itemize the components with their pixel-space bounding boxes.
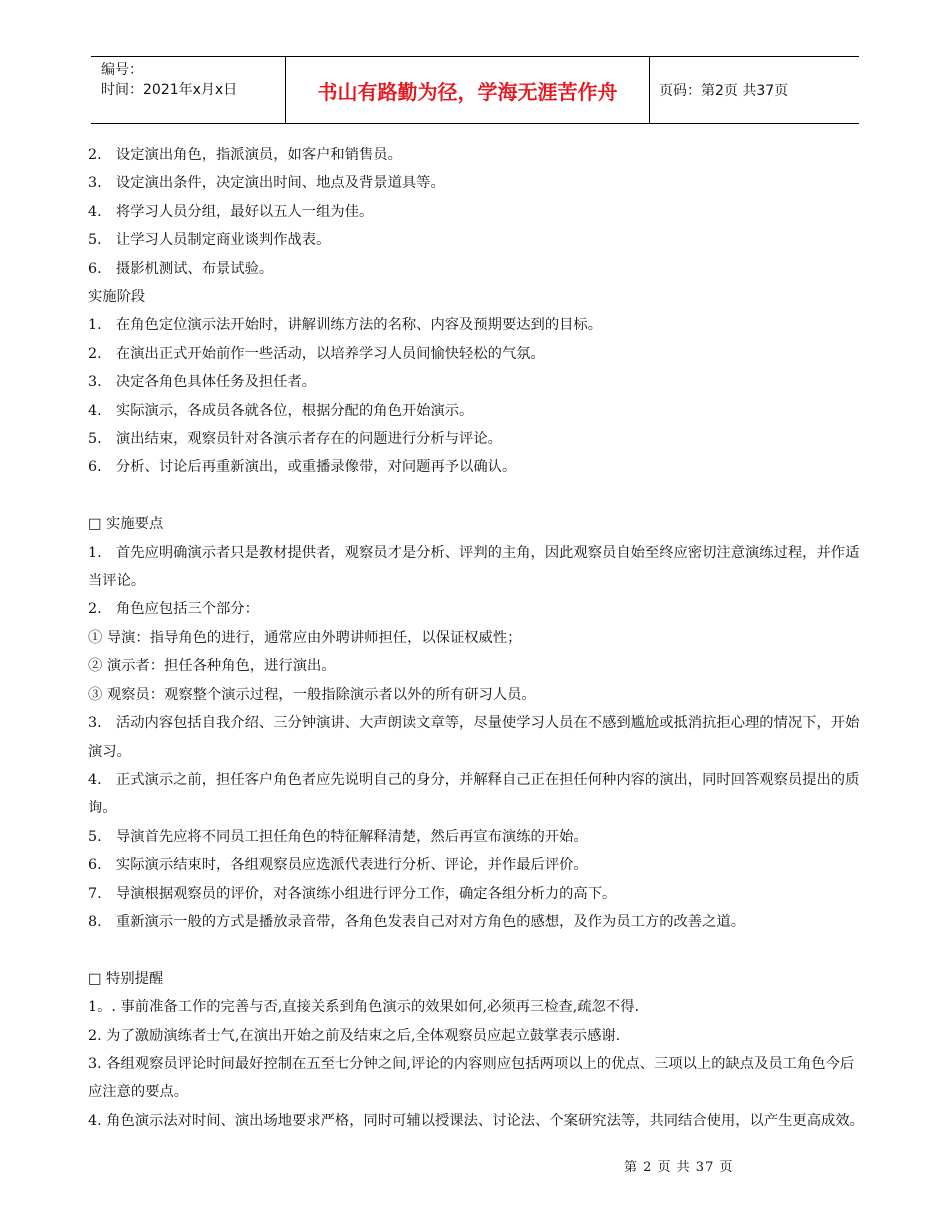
body-line: 1。. 事前准备工作的完善与否,直接关系到角色演示的效果如何,必须再三检查,疏忽不得. <box>88 999 640 1016</box>
section-heading: □ 实施要点 <box>88 516 164 533</box>
body-line: 2. 为了激励演练者士气,在演出开始之前及结束之后,全体观察员应起立鼓掌表示感谢. <box>88 1027 621 1044</box>
body-line: 4. 将学习人员分组，最好以五人一组为佳。 <box>88 203 374 220</box>
body-line: 6. 分析、讨论后再重新演出，或重播录像带，对问题再予以确认。 <box>88 459 517 476</box>
body-line: 7. 导演根据观察员的评价，对各演练小组进行评分工作，确定各组分析力的高下。 <box>88 885 617 902</box>
header-meta <box>91 57 286 123</box>
body-paragraph: 1. 首先应明确演示者只是教材提供者，观察员才是分析、评判的主角，因此观察员自始至终应密切注意演练过程，并作适当评论。 <box>88 544 860 590</box>
body-line: 3. 设定演出条件，决定演出时间、地点及背景道具等。 <box>88 175 445 192</box>
body-line: 4. 实际演示，各成员各就各位，根据分配的角色开始演示。 <box>88 402 474 419</box>
body-line: 5. 演出结束，观察员针对各演示者存在的问题进行分析与评论。 <box>88 431 502 448</box>
body-line: 5. 导演首先应将不同员工担任角色的特征解释清楚，然后再宣布演练的开始。 <box>88 828 588 845</box>
body-line: 5. 让学习人员制定商业谈判作战表。 <box>88 232 331 249</box>
body-line: 2. 在演出正式开始前作一些活动，以培养学习人员间愉快轻松的气氛。 <box>88 345 545 362</box>
body-line: 3. 决定各角色具体任务及担任者。 <box>88 374 317 391</box>
body-line: 2. 角色应包括三个部分： <box>88 601 259 618</box>
blank-line <box>88 936 868 964</box>
section-heading: 实施阶段 <box>88 289 146 306</box>
body-line: 2. 设定演出角色，指派演员，如客户和销售员。 <box>88 147 402 163</box>
body-paragraph: 3. 活动内容包括自我介绍、三分钟演讲、大声朗读文章等，尽量使学习人员在不感到尴尬或抵消抗拒心理的情况下，开始演习。 <box>88 715 860 760</box>
body-line: 6. 实际演示结束时，各组观察员应选派代表进行分析、评论，并作最后评价。 <box>88 857 588 874</box>
header-motto: 书山有路勤为径，学海无涯苦作舟 <box>286 57 650 123</box>
body-paragraph: 4. 角色演示法对时间、演出场地要求严格，同时可辅以授课法、讨论法、个案研究法等，共同结合使用，以产生更高成效。 <box>88 1112 864 1129</box>
page-header <box>91 56 859 124</box>
body-line: ② 演示者：担任各种角色，进行演出。 <box>88 658 336 675</box>
body-paragraph: 4. 正式演示之前，担任客户角色者应先说明自己的身分，并解释自己正在担任何种内容的演出，同时回答观察员提出的质询。 <box>88 771 860 817</box>
header-page-info: 页码：第2页 共37页 <box>659 83 789 99</box>
body-line: 6. 摄影机测试、布景试验。 <box>88 260 274 277</box>
section-heading: □ 特别提醒 <box>88 970 164 987</box>
body-line: ① 导演：指导角色的进行，通常应由外聘讲师担任，以保证权威性； <box>88 629 522 646</box>
body-line: 1. 在角色定位演示法开始时，讲解训练方法的名称、内容及预期要达到的目标。 <box>88 317 603 334</box>
blank-line <box>88 482 868 510</box>
document-body <box>88 141 868 1135</box>
body-line: ③ 观察员：观察整个演示过程，一般指除演示者以外的所有研习人员。 <box>88 686 536 703</box>
body-paragraph: 3. 各组观察员评论时间最好控制在五至七分钟之间,评论的内容则应包括两项以上的优点、三项以上的缺点及员工角色今后应注意的要点。 <box>88 1055 855 1101</box>
document-time-label: 时间：2021年x月x日 <box>101 82 238 98</box>
page-footer: 第 2 页 共 37 页 <box>624 1160 734 1175</box>
document-number-label: 编号： <box>101 62 143 78</box>
body-line: 8. 重新演示一般的方式是播放录音带，各角色发表自己对对方角色的感想，及作为员工方的改善之道。 <box>88 913 745 930</box>
